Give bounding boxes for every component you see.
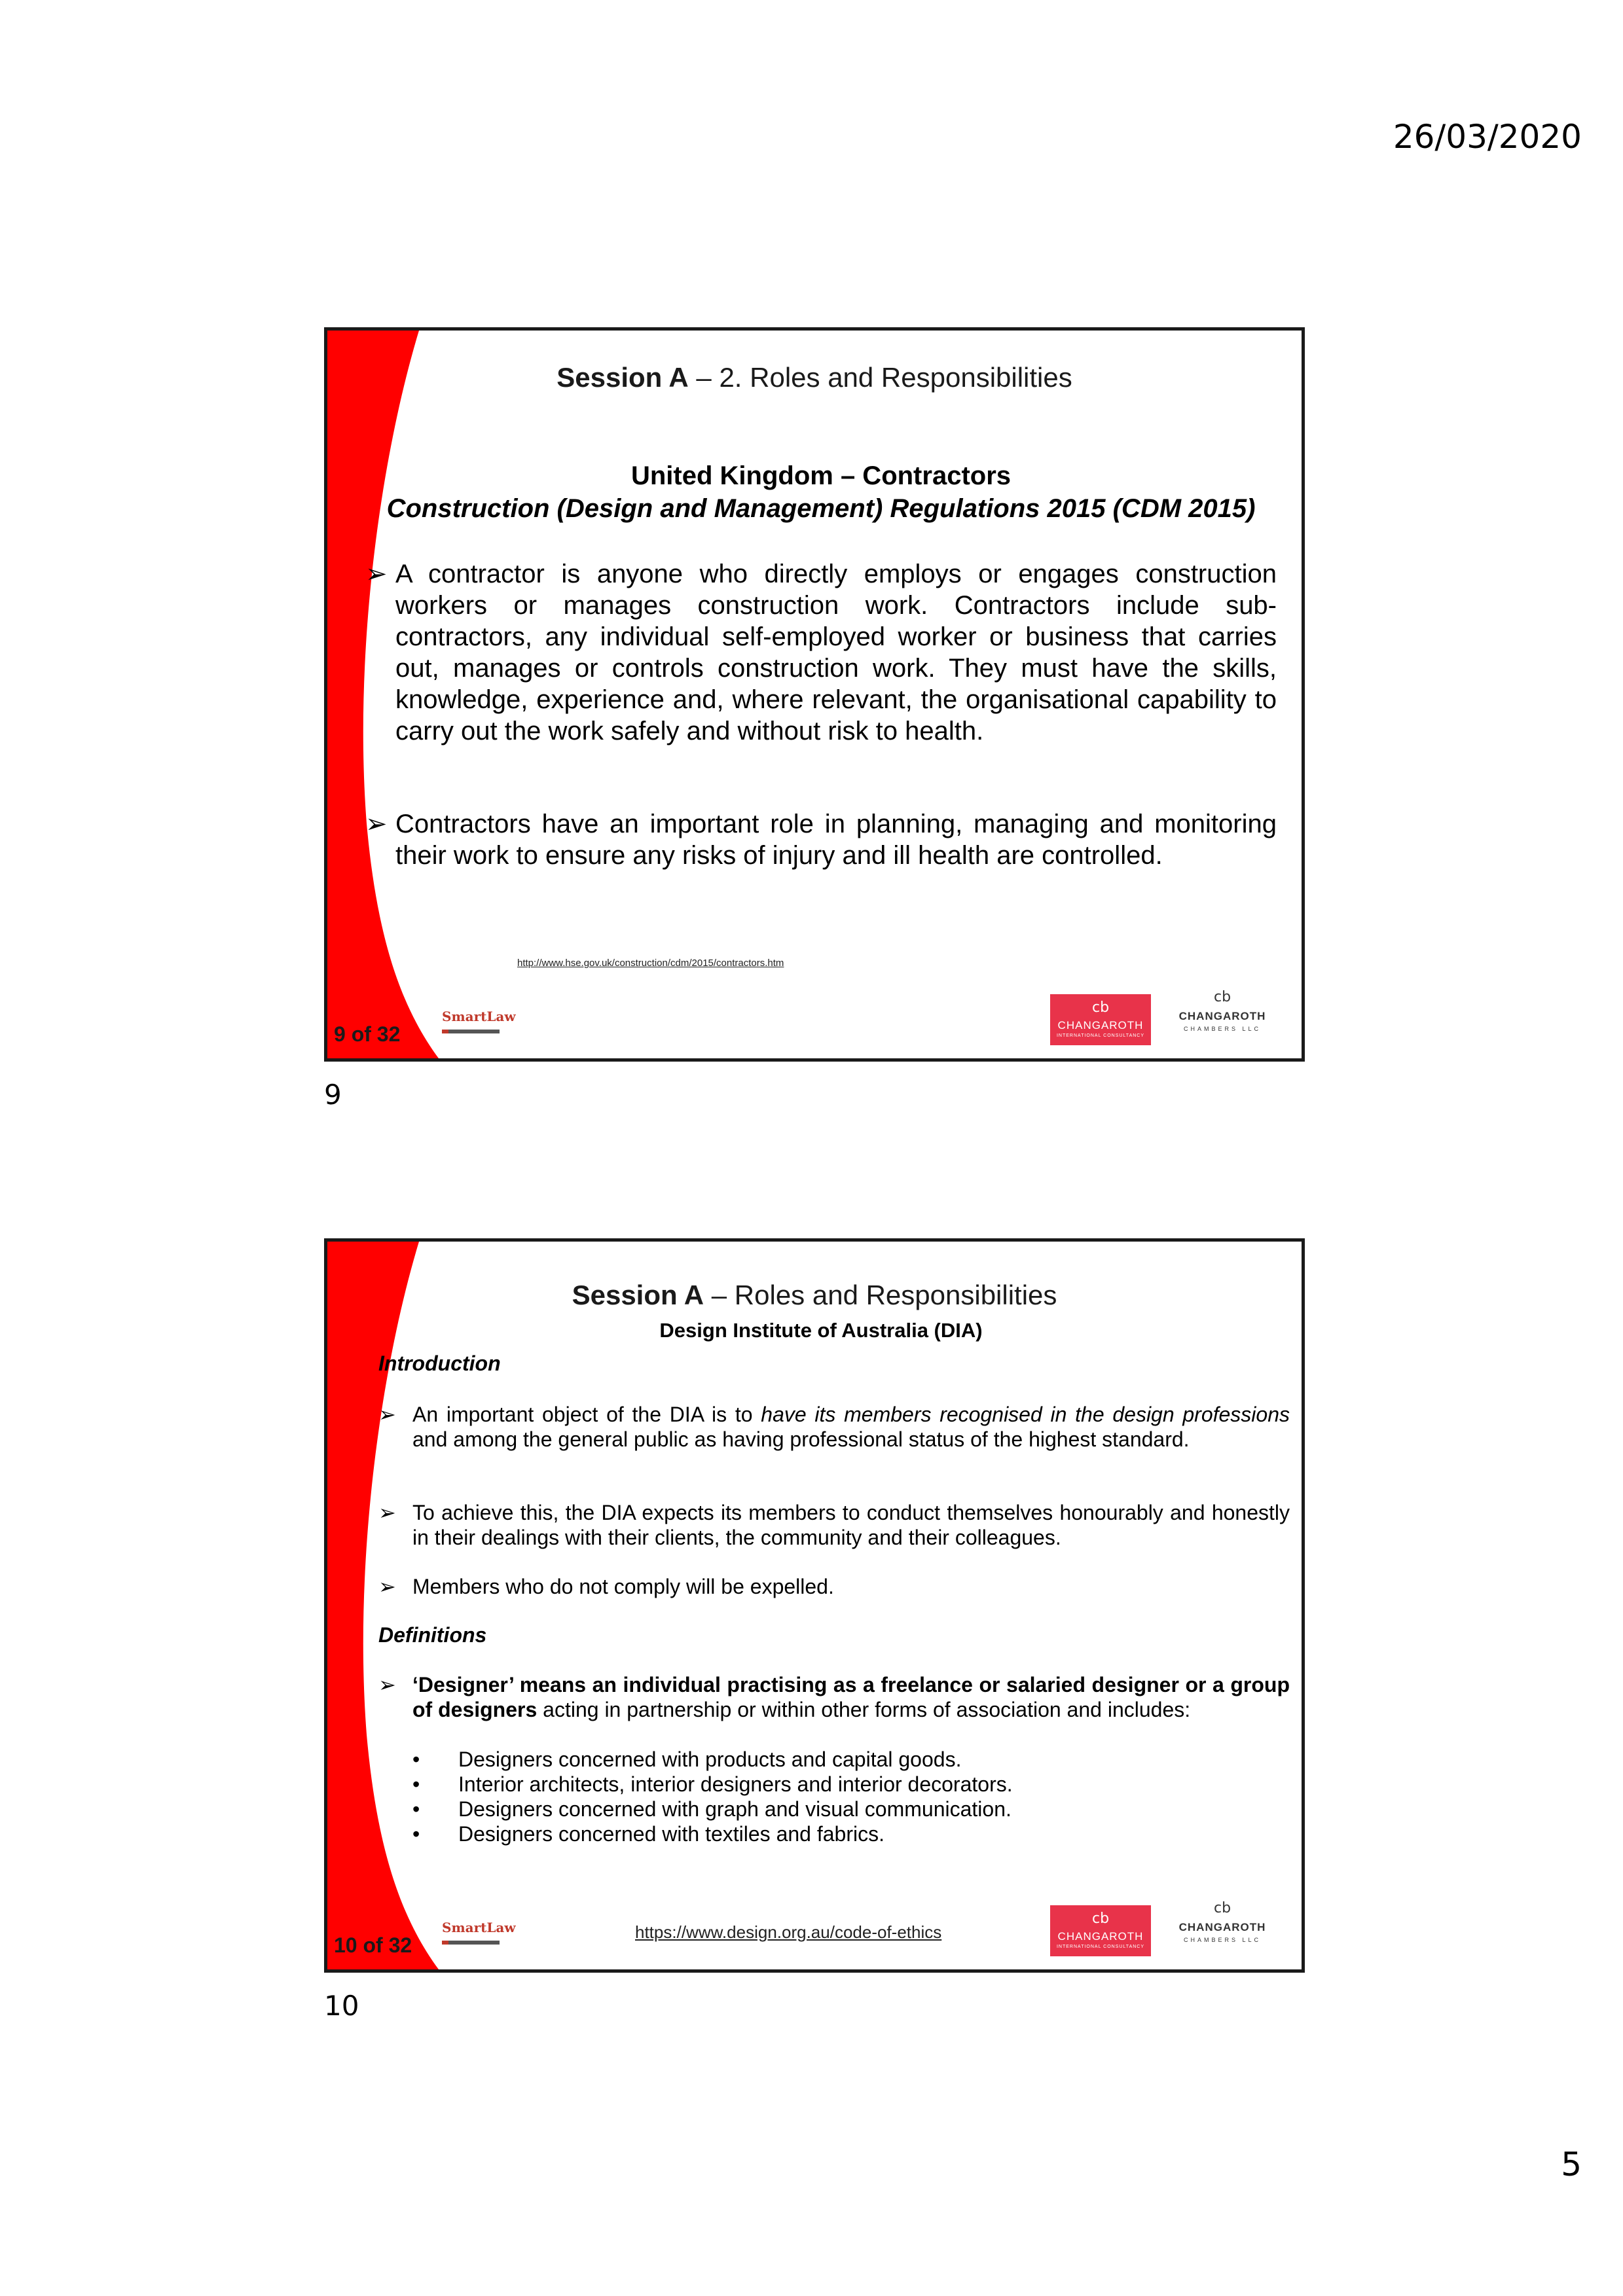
text-part: An important object of the DIA is to bbox=[412, 1403, 761, 1426]
text-italic: have its members recognised in the design professions bbox=[761, 1403, 1290, 1426]
arrow-bullet-icon: ➢ bbox=[378, 1672, 396, 1697]
changaroth-consultancy-logo bbox=[1050, 994, 1151, 1045]
intro-bullet-2 bbox=[378, 1500, 1290, 1550]
arrow-bullet-icon: ➢ bbox=[365, 559, 388, 589]
smartlaw-logo bbox=[442, 1920, 516, 1952]
bullet-text bbox=[412, 1672, 1290, 1722]
logo-name: CHANGAROTH bbox=[1057, 1019, 1144, 1031]
heading-uk-contractors: United Kingdom – Contractors bbox=[630, 461, 1012, 490]
slide-title-rest: – 2. Roles and Responsibilities bbox=[688, 362, 1072, 393]
text-part: acting in partnership or within other forms of association and includes: bbox=[537, 1698, 1191, 1721]
source-link[interactable]: https://www.design.org.au/code-of-ethics bbox=[635, 1922, 942, 1942]
changaroth-consultancy-logo bbox=[1050, 1905, 1151, 1956]
list-item: • Designers concerned with textiles and fabrics. bbox=[412, 1822, 884, 1846]
slide-title-rest: – Roles and Responsibilities bbox=[704, 1280, 1057, 1310]
list-item-text: Designers concerned with products and capital goods. bbox=[458, 1748, 962, 1771]
heading-cdm-2015: Construction (Design and Management) Regulations 2015 (CDM 2015) bbox=[386, 494, 1256, 523]
bullet-text bbox=[412, 1402, 1290, 1452]
arrow-bullet-icon: ➢ bbox=[378, 1574, 396, 1599]
text-part: and among the general public as having professional status of the highest standard. bbox=[412, 1427, 1190, 1451]
changaroth-icon: cb bbox=[1091, 1910, 1110, 1927]
page-date: 26/03/2020 bbox=[1393, 118, 1582, 156]
changaroth-icon: cb bbox=[1213, 989, 1231, 1005]
definitions-heading: Definitions bbox=[378, 1623, 487, 1647]
slide-number-label: 9 bbox=[324, 1079, 342, 1111]
smartlaw-logo-text: SmartLaw bbox=[442, 1920, 516, 1935]
slide-title bbox=[327, 1280, 1302, 1311]
slide-subtitle: Design Institute of Australia (DIA) bbox=[659, 1319, 983, 1342]
slide-title-bold: Session A bbox=[556, 362, 689, 393]
arrow-bullet-icon: ➢ bbox=[378, 1402, 396, 1427]
logo-name: CHANGAROTH bbox=[1178, 1921, 1266, 1933]
bullet-text: A contractor is anyone who directly employs or engages construction workers or manages construction work. Contractors include sub-contractors, any individual self-employed worker or business that carries out, manages or controls construction work. They must have the skills, knowledge, experience and, where relevant, the organisational capability to carry out the work safely and without risk to health. bbox=[395, 560, 1277, 745]
changaroth-icon: cb bbox=[1213, 1900, 1231, 1916]
list-item-text: Interior architects, interior designers and interior decorators. bbox=[458, 1772, 1013, 1796]
smartlaw-logo-text: SmartLaw bbox=[442, 1009, 516, 1024]
slide-9 bbox=[324, 327, 1305, 1062]
logo-name: CHANGAROTH bbox=[1057, 1930, 1144, 1943]
slide-count: 9 of 32 bbox=[334, 1022, 401, 1046]
bullet-contractor-role bbox=[365, 808, 1277, 871]
list-item: • Designers concerned with products and capital goods. bbox=[412, 1748, 962, 1771]
intro-bullet-1 bbox=[378, 1402, 1290, 1452]
slide-title-bold: Session A bbox=[572, 1280, 704, 1310]
changaroth-chambers-logo bbox=[1172, 986, 1273, 1045]
list-item-text: Designers concerned with textiles and fabrics. bbox=[458, 1822, 884, 1846]
smartlaw-logo bbox=[442, 1009, 516, 1041]
logo-sub: CHAMBERS LLC bbox=[1183, 1026, 1262, 1032]
changaroth-icon: cb bbox=[1091, 999, 1110, 1016]
logo-sub: INTERNATIONAL CONSULTANCY bbox=[1056, 1033, 1145, 1038]
text-bold: ‘Designer’ means an individual practising as a freelance or salaried designer or a group of designers bbox=[412, 1673, 1290, 1721]
changaroth-chambers-logo bbox=[1172, 1897, 1273, 1956]
designer-types-list bbox=[412, 1747, 1282, 1846]
list-item: • Designers concerned with graph and visual communication. bbox=[412, 1797, 1012, 1821]
intro-heading: Introduction bbox=[378, 1352, 501, 1375]
bullet-contractor-definition bbox=[365, 558, 1277, 747]
definition-bullet bbox=[378, 1672, 1290, 1722]
intro-bullet-3 bbox=[378, 1574, 1290, 1599]
logo-sub: CHAMBERS LLC bbox=[1183, 1937, 1262, 1943]
bullet-text: To achieve this, the DIA expects its members to conduct themselves honourably and honestly in their dealings with their clients, the community and their colleagues. bbox=[412, 1501, 1290, 1549]
page-number: 5 bbox=[1561, 2145, 1582, 2183]
source-link[interactable]: http://www.hse.gov.uk/construction/cdm/2015/contractors.htm bbox=[517, 958, 784, 969]
slide-count: 10 of 32 bbox=[334, 1933, 412, 1957]
logo-name: CHANGAROTH bbox=[1178, 1010, 1266, 1022]
arrow-bullet-icon: ➢ bbox=[365, 809, 388, 839]
list-item-text: Designers concerned with graph and visual communication. bbox=[458, 1797, 1012, 1821]
slide-number-label: 10 bbox=[324, 1990, 359, 2022]
bullet-text: Members who do not comply will be expelled. bbox=[412, 1575, 834, 1598]
bullet-text: Contractors have an important role in planning, managing and monitoring their work to ensure any risks of injury and ill health are controlled. bbox=[395, 810, 1277, 870]
slide-10 bbox=[324, 1238, 1305, 1973]
slide-title bbox=[327, 362, 1302, 393]
arrow-bullet-icon: ➢ bbox=[378, 1500, 396, 1525]
list-item: • Interior architects, interior designers and interior decorators. bbox=[412, 1772, 1013, 1796]
logo-sub: INTERNATIONAL CONSULTANCY bbox=[1056, 1945, 1145, 1949]
